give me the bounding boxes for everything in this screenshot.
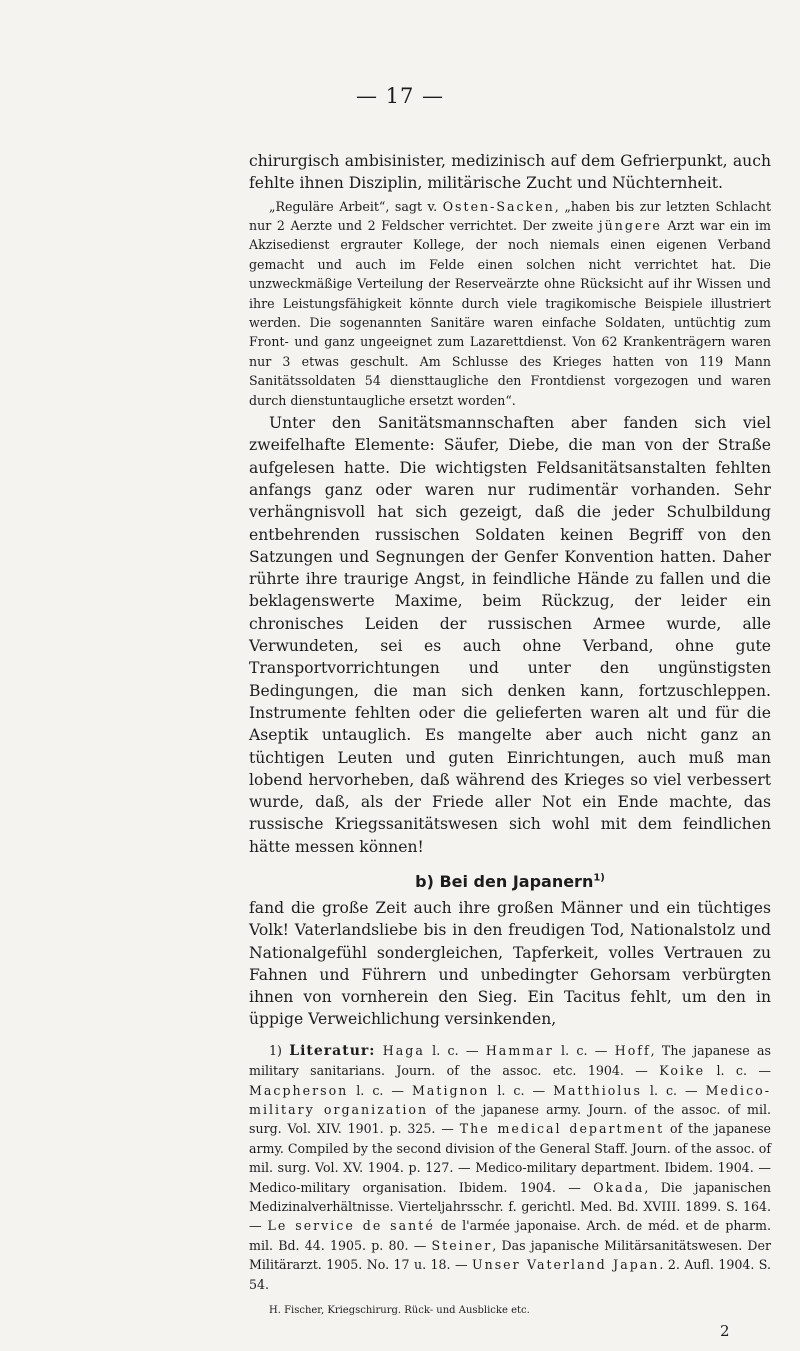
reference-text: l. c. — bbox=[489, 1082, 554, 1098]
section-heading-text: b) Bei den Japanern bbox=[415, 872, 594, 891]
page-number: — 17 — bbox=[355, 84, 445, 108]
reference-text: de l'armée japonaise. Arch. de méd. et de pharm. mil. Bd. 44. 1905. p. 80. — bbox=[249, 1218, 771, 1253]
reference-author: Koike bbox=[659, 1063, 706, 1079]
section-heading bbox=[249, 872, 771, 891]
quote-mid: , „haben bis zur letzten Schlacht nur 2 Aerzte und 2 Feldscher verrichtet. Der zweite bbox=[249, 198, 772, 233]
footnote-marker: 1) bbox=[593, 872, 605, 884]
footnote-references bbox=[249, 1043, 771, 1292]
paragraph-sanitaetsmannschaften: Unter den Sanitätsmannschaften aber fanden sich viel zweifelhafte Elemente: Säufer, Diebe, die man von der Straße aufgelesen hatte. Die wichtigsten Feldsanitätsanstalten fehlten anfangs ganz oder waren nur rudimentär vorhanden. Sehr verhängnisvoll hat sich gezeigt, daß die jeder Schulbildung entbehrenden russischen Soldaten keinen Begriff von den Satzungen und Segnungen der Genfer Konvention hatten. Daher rührte ihre traurige Angst, in feindliche Hände zu fallen und die beklagenswerte Maxime, beim Rückzug, der leider ein chronisches Leiden der russischen Armee wurde, alle Verwundeten, sei es auch ohne Verband, ohne gute Transportvorrichtungen und unter den ungünstigsten Bedingungen, die man sich denken kann, fortzuschleppen. Instrumente fehlten oder die gelieferten waren alt und für die Aseptik untauglich. Es mangelte aber auch nicht ganz an tüchtigen Leuten und guten Einrichtungen, auch muß man lobend hervorheben, daß während des Krieges so viel verbessert wurde, daß, als der Friede aller Not ein Ende machte, das russische Kriegssanitätswesen sich wohl mit dem feindlichen hätte messen können! bbox=[249, 414, 771, 856]
reference-author: The medical department bbox=[459, 1121, 665, 1137]
reference-text: , Die japanischen Medizinalverhältnisse. Vierteljahrsschr. f. gerichtl. Med. Bd. XVIII. 1899. S. 164. — bbox=[249, 1179, 771, 1234]
sheet-signature: 2 bbox=[720, 1322, 730, 1340]
footnote-label: Literatur: bbox=[289, 1042, 376, 1059]
paragraph-intro: chirurgisch ambisinister, medizinisch auf dem Gefrierpunkt, auch fehlte ihnen Disziplin, militärische Zucht und Nüchternheit. bbox=[249, 152, 771, 193]
reference-author: Macpherson bbox=[249, 1082, 349, 1098]
main-text bbox=[249, 150, 771, 1318]
quote-rest: Arzt war ein im Akzisedienst ergrauter Kollege, der noch niemals einen eigenen Verband gemacht und auch im Felde einen solchen nicht verrichtet hat. Die unzweckmäßige Verteilung der Reserveärzte ohne Rücksicht auf ihr Wissen und ihre Leistungsfähigkeit könnte durch viele tragikomische Beispiele illustriert werden. Die sogenannten Sanitäre waren einfache Soldaten, untüchtig zum Front- und ganz ungeeignet zum Lazarettdienst. Von 62 Krankenträgern waren nur 3 etwas geschult. Am Schlusse des Krieges hatten von 119 Mann Sanitätssoldaten 54 diensttaugliche den Frontdienst vorgezogen und waren durch dienstuntaugliche ersetzt worden“. bbox=[249, 218, 771, 408]
reference-author: Matignon bbox=[411, 1082, 490, 1098]
reference-author: Okada bbox=[593, 1179, 645, 1195]
footnote bbox=[249, 1041, 771, 1294]
reference-text: of the japanese army. Compiled by the second division of the General Staff. Journ. of the assoc. of mil. surg. Vol. XV. 1904. p. 127. — Medico-military department. Ibidem. 1904. — Medico-military organisation. Ibidem. 1904. — bbox=[249, 1121, 771, 1195]
reference-author: Matthiolus bbox=[553, 1082, 642, 1098]
paragraph-japaner: fand die große Zeit auch ihre großen Männer und ein tüchtiges Volk! Vaterlandsliebe bis in den freudigen Tod, Nationalstolz und Nationalgefühl sondergleichen, Tapferkeit, volles Vertrauen zu Fahnen und Führern und unbedingter Gehorsam verbürgten ihnen von vornherein den Sieg. Ein Tacitus fehlt, um den in üppige Verweichlichung versinkenden, bbox=[249, 899, 771, 1029]
reference-author: Haga bbox=[382, 1042, 425, 1058]
reference-author: Hoff bbox=[614, 1042, 651, 1058]
reference-author: Le service de santé bbox=[267, 1218, 435, 1234]
reference-text: , The japanese as military sanitarians. Journ. of the assoc. etc. 1904. — bbox=[249, 1042, 771, 1079]
book-author-line: H. Fischer, Kriegschirurg. Rück- und Ausblicke etc. bbox=[269, 1305, 530, 1317]
reference-text bbox=[375, 1043, 382, 1058]
footnote-number: 1) bbox=[269, 1042, 282, 1058]
reference-text: , Das japanische Militärsanitätswesen. Der Militärarzt. 1905. No. 17 u. 18. — bbox=[249, 1237, 771, 1273]
reference-text: l. c. — bbox=[553, 1042, 615, 1058]
reference-text: of the japanese army. Journ. of the assoc. of mil. surg. Vol. XIV. 1901. p. 325. — bbox=[249, 1102, 771, 1137]
quote-paragraph bbox=[249, 197, 771, 410]
quote-emphasis: jüngere bbox=[598, 218, 662, 233]
reference-text: l. c. — bbox=[424, 1042, 486, 1058]
reference-text: l. c. — bbox=[348, 1082, 412, 1098]
footer-line bbox=[269, 1298, 771, 1318]
reference-text: l. c. — bbox=[641, 1082, 706, 1098]
reference-author: Hammar bbox=[485, 1042, 554, 1058]
quote-author: Osten-Sacken bbox=[442, 198, 555, 214]
reference-text: l. c. — bbox=[705, 1063, 771, 1079]
reference-text: . 2. Aufl. 1904. S. 54. bbox=[249, 1257, 771, 1292]
quote-open: „Reguläre Arbeit“, sagt v. bbox=[269, 198, 443, 214]
reference-author: Unser Vaterland Japan bbox=[471, 1257, 660, 1273]
reference-author: Steiner bbox=[431, 1237, 493, 1253]
reference-author: Medico-military organization bbox=[249, 1082, 771, 1117]
